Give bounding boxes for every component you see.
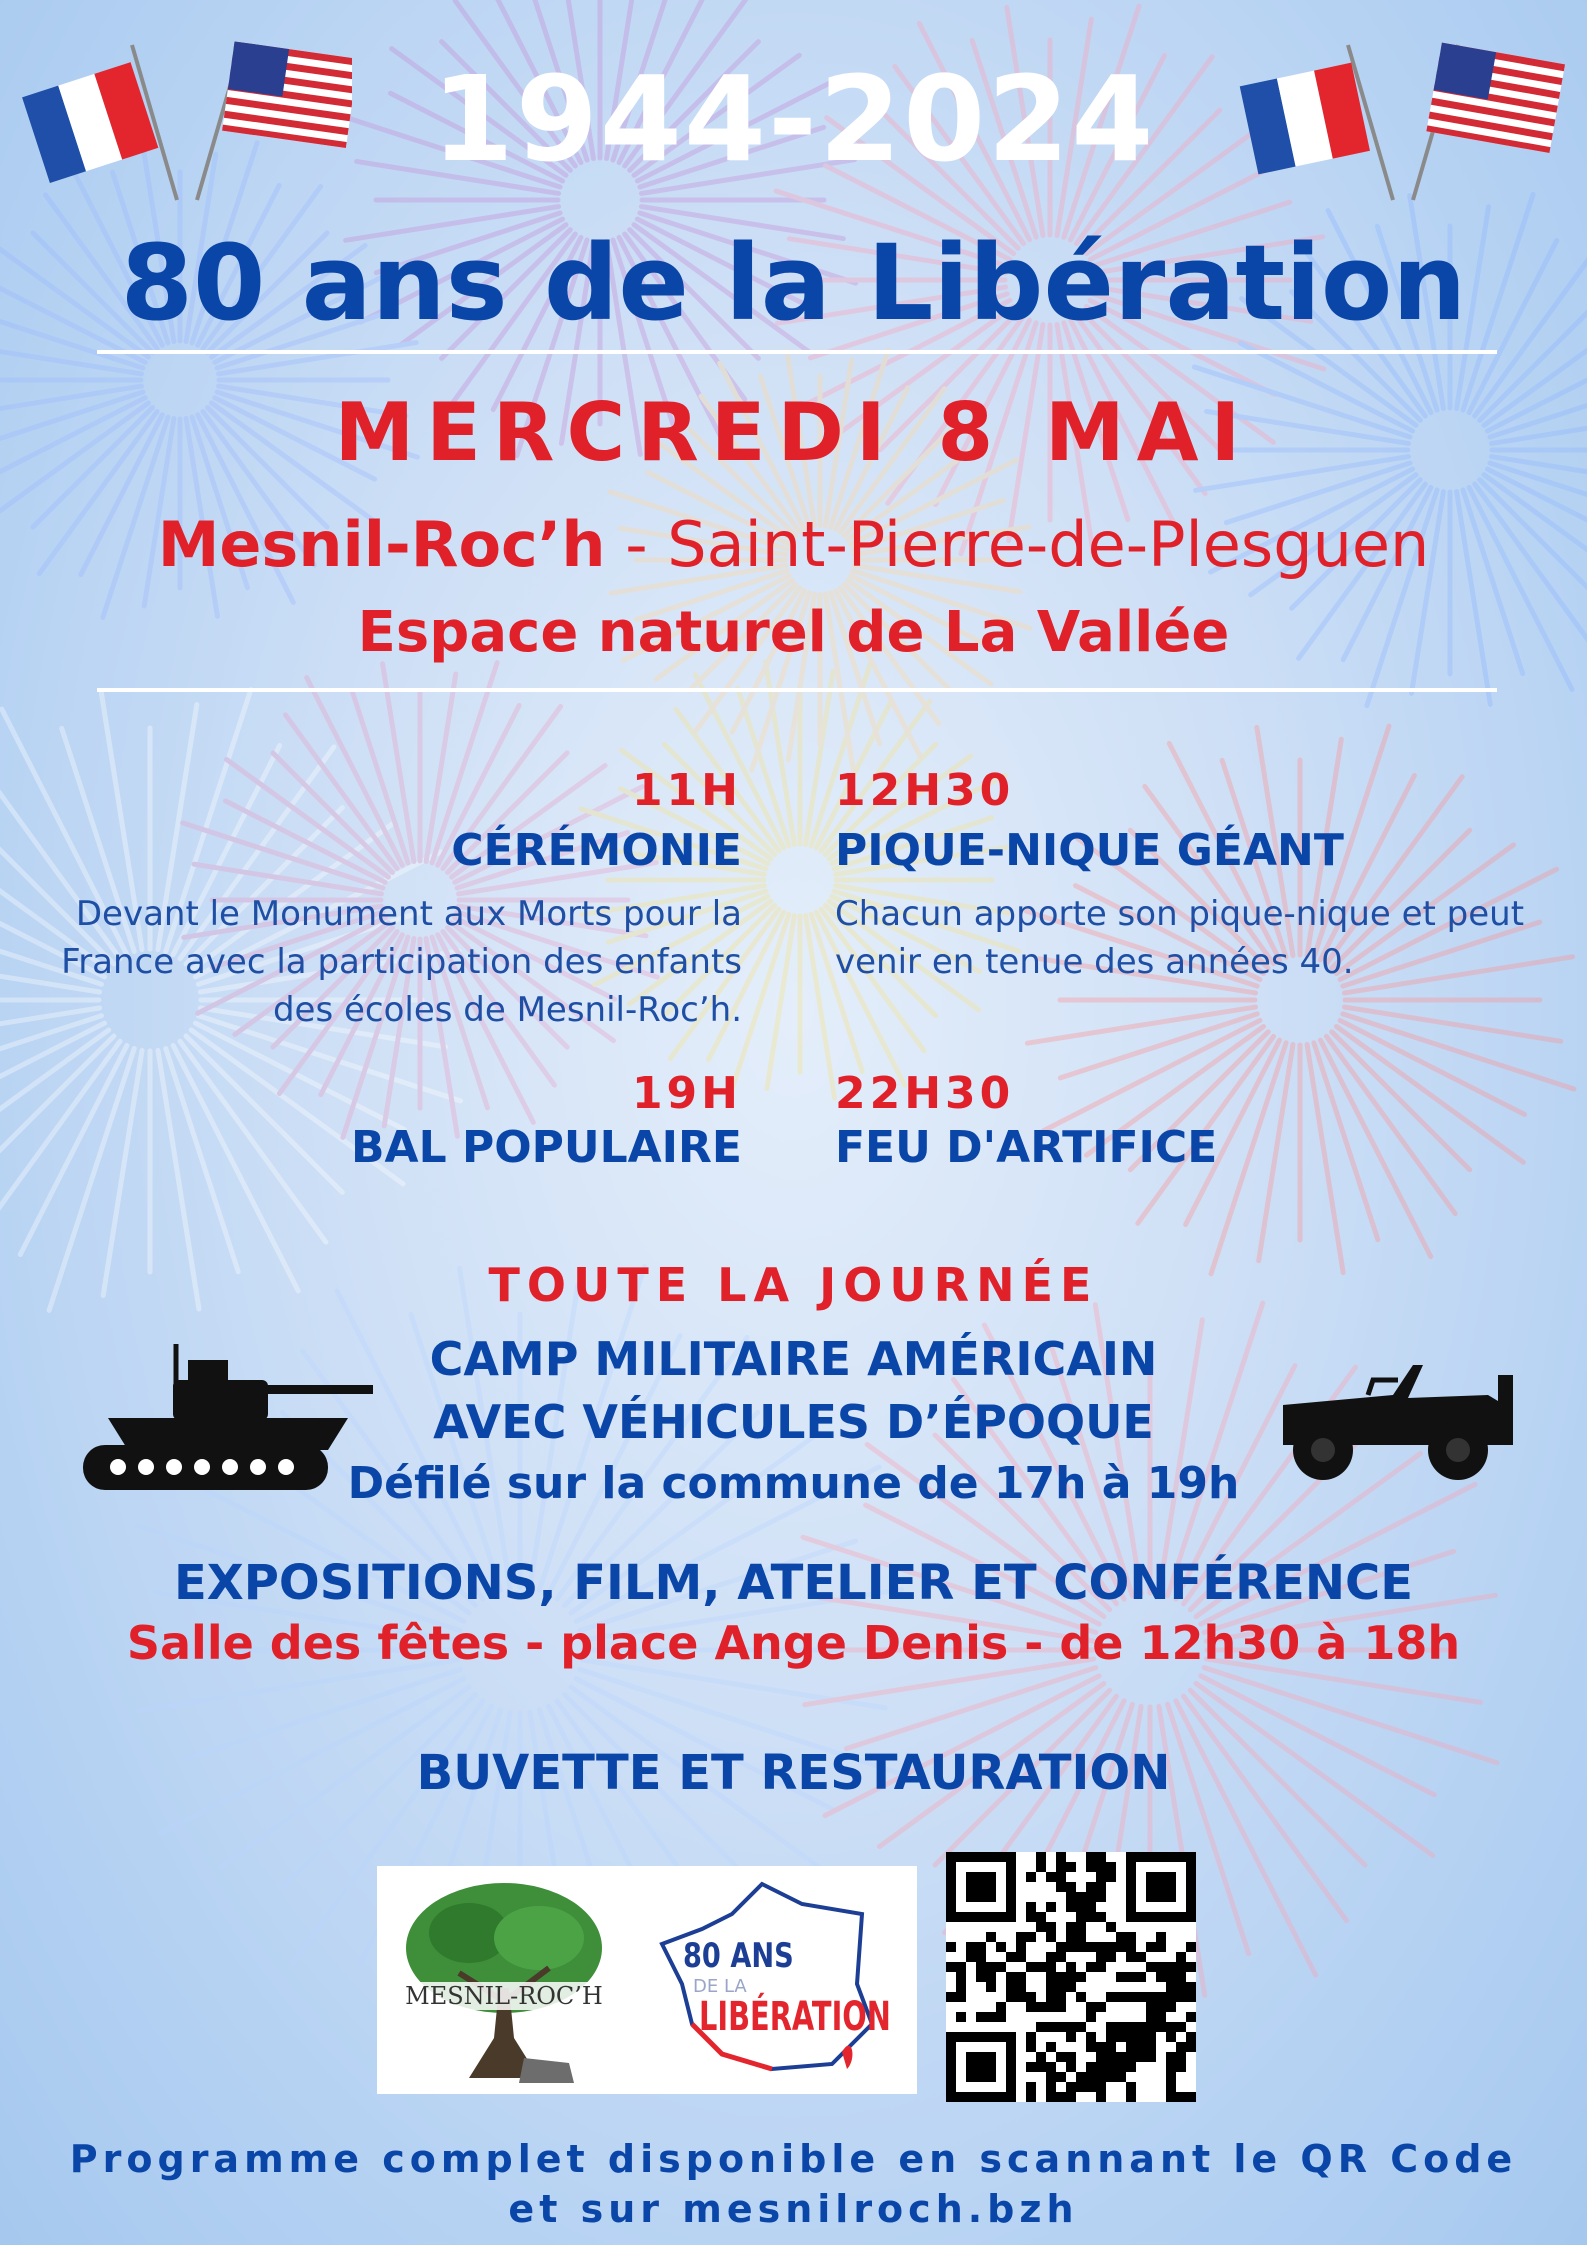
event-date: MERCREDI 8 MAI <box>334 386 1253 479</box>
tank-icon <box>78 1340 378 1505</box>
picnic-time: 12H30 <box>835 765 1015 816</box>
qr-code-icon[interactable] <box>946 1852 1196 2102</box>
fireworks-time: 22H30 <box>835 1068 1015 1119</box>
exhibitions-title: EXPOSITIONS, FILM, ATELIER ET CONFÉRENCE <box>173 1555 1414 1611</box>
page-title: 80 ans de la Libération <box>120 222 1467 344</box>
ball-time: 19H <box>631 1068 742 1119</box>
france-map-icon <box>642 1874 892 2084</box>
jeep-icon <box>1273 1350 1513 1485</box>
picnic-title: PIQUE-NIQUE GÉANT <box>835 825 1344 876</box>
years-heading: 1944-2024 <box>431 50 1156 188</box>
anniversary-logo-line2: DE LA <box>693 1976 747 1997</box>
ceremony-time: 11H <box>631 765 742 816</box>
place-commune: Mesnil-Roc’h <box>157 508 606 581</box>
tree-logo-icon <box>399 1878 619 2083</box>
picnic-description: Chacun apporte son pique-nique et peut venir en tenue des années 40. <box>835 894 1525 982</box>
ball-title: BAL POPULAIRE <box>351 1122 742 1173</box>
ceremony-title: CÉRÉMONIE <box>451 825 742 876</box>
partner-logos-panel <box>377 1866 917 2094</box>
place-town: - Saint-Pierre-de-Plesguen <box>605 508 1430 581</box>
ceremony-description: Devant le Monument aux Morts pour la France avec la participation des enfants des écoles de Mesnil-Roc’h. <box>61 894 742 1030</box>
camp-line-2: AVEC VÉHICULES D’ÉPOQUE <box>433 1395 1154 1449</box>
divider-top <box>97 350 1497 354</box>
event-venue: Espace naturel de La Vallée <box>357 600 1230 665</box>
mesnil-logo-text: MESNIL-ROC’H <box>399 1982 609 2010</box>
event-place <box>0 508 1587 581</box>
camp-line-1: CAMP MILITAIRE AMÉRICAIN <box>429 1332 1158 1386</box>
divider-bottom <box>97 688 1497 692</box>
footer-info <box>0 2134 1587 2234</box>
footer-line-2: et sur mesnilroch.bzh <box>508 2187 1079 2231</box>
fireworks-title: FEU D'ARTIFICE <box>835 1122 1218 1173</box>
footer-line-1: Programme complet disponible en scannant le QR Code <box>69 2137 1518 2181</box>
all-day-heading: TOUTE LA JOURNÉE <box>488 1258 1099 1312</box>
refreshments: BUVETTE ET RESTAURATION <box>416 1745 1171 1801</box>
anniversary-logo-line3: LIBÉRATION <box>699 1994 891 2040</box>
parade-info: Défilé sur la commune de 17h à 19h <box>347 1458 1240 1509</box>
exhibitions-location: Salle des fêtes - place Ange Denis - de 12h30 à 18h <box>126 1616 1461 1670</box>
anniversary-logo-line1: 80 ANS <box>683 1936 794 1976</box>
